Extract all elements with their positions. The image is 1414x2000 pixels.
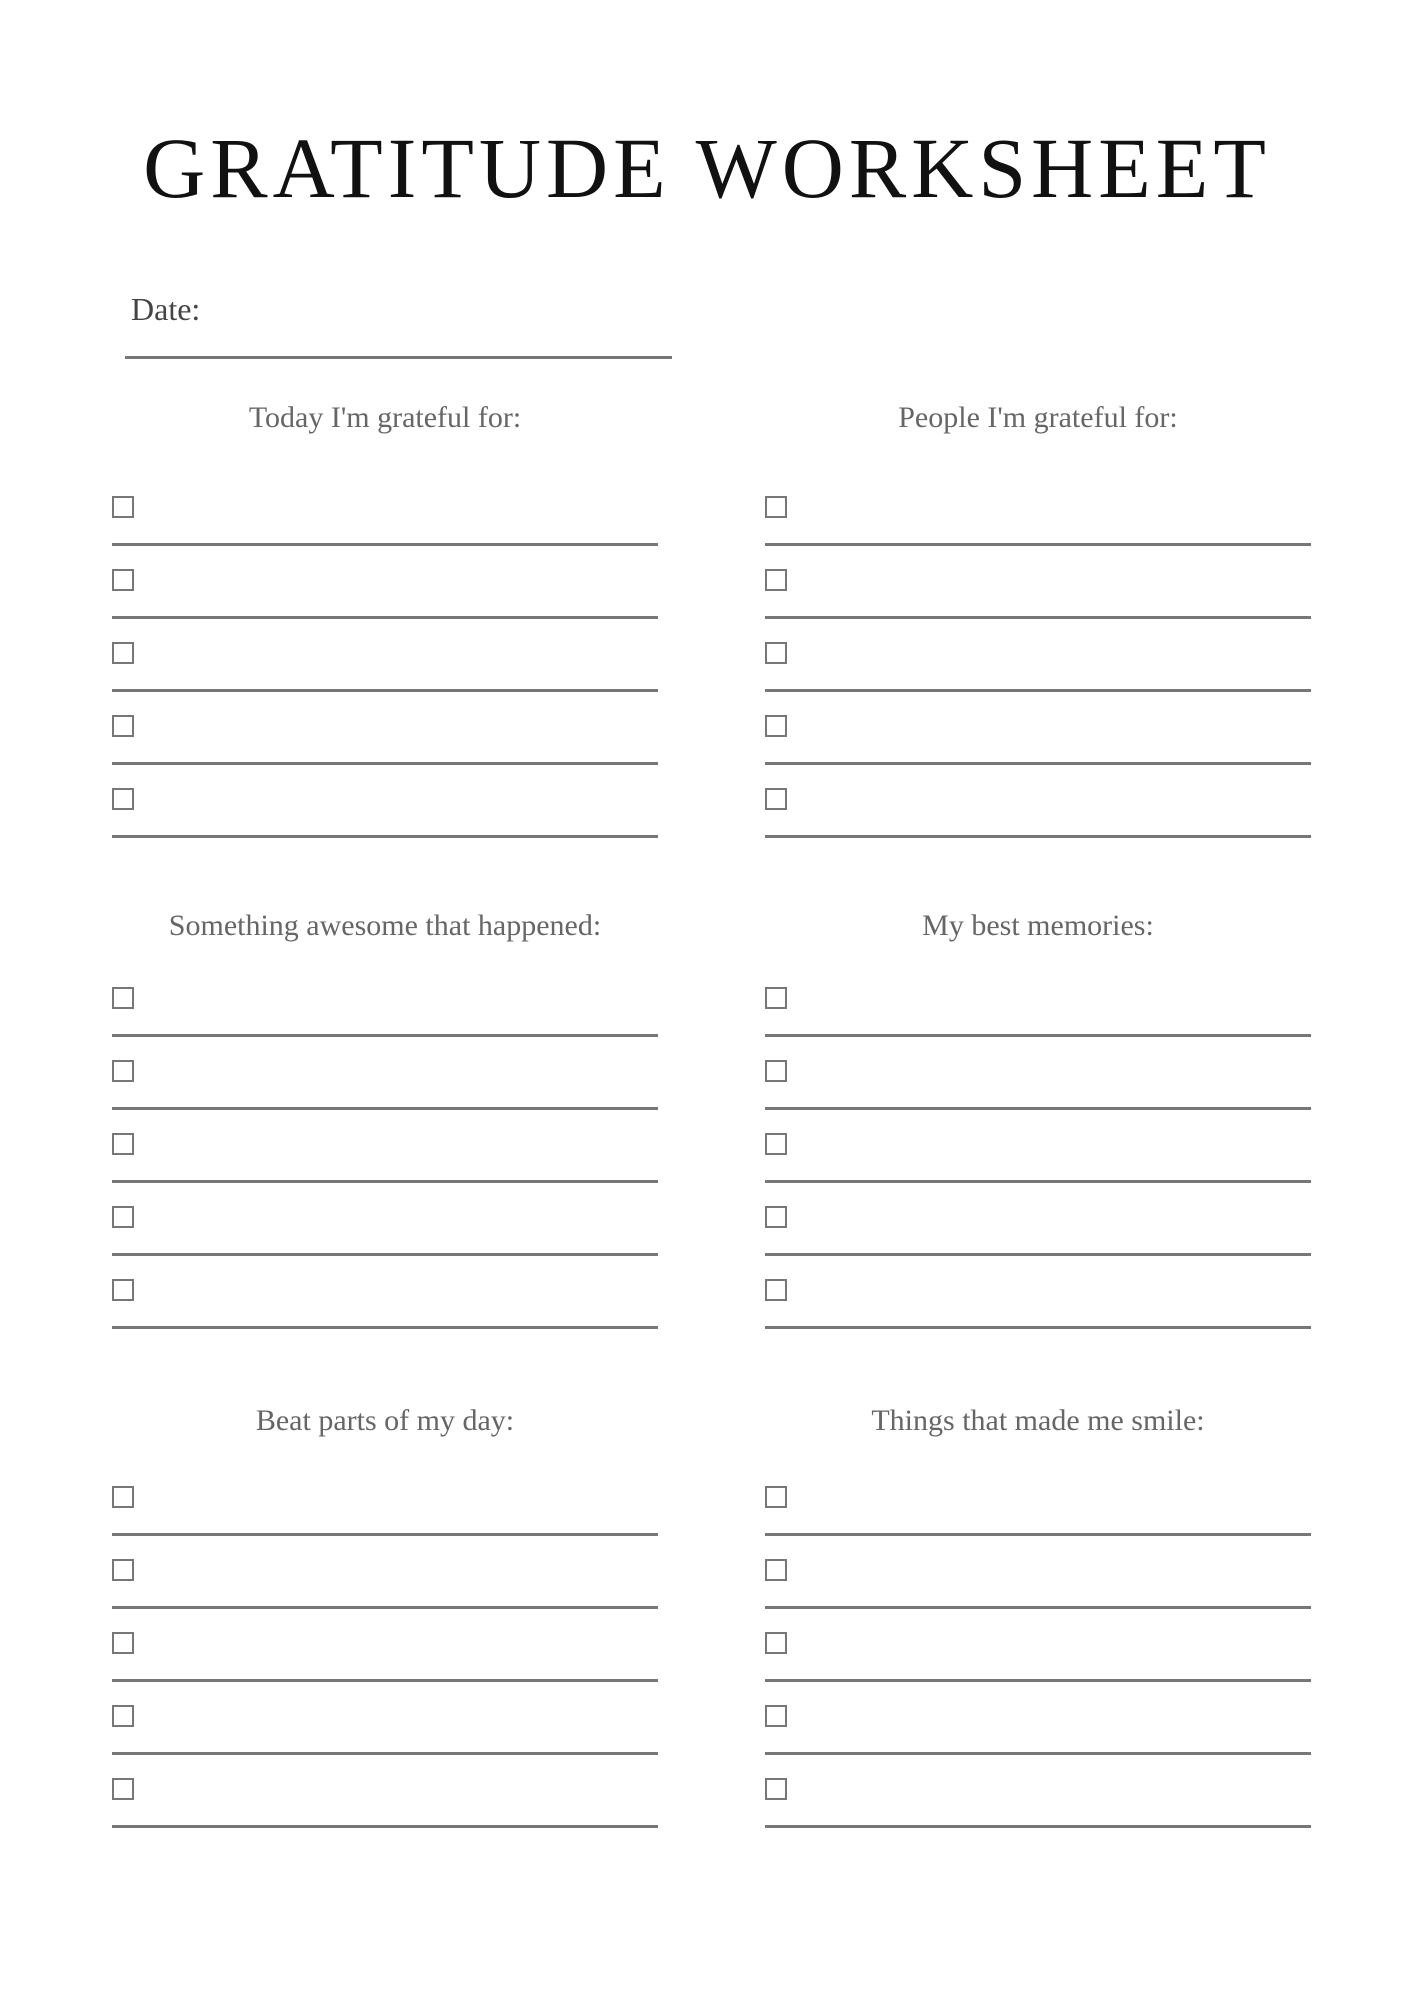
list-item [112, 1463, 658, 1536]
checkbox-icon[interactable] [765, 1133, 787, 1155]
list-item [112, 1755, 658, 1828]
write-in-line[interactable] [765, 1825, 1311, 1828]
checkbox-icon[interactable] [112, 715, 134, 737]
write-in-line[interactable] [765, 1326, 1311, 1329]
checkbox-icon[interactable] [765, 1705, 787, 1727]
section-heading: My best memories: [922, 909, 1154, 942]
checkbox-icon[interactable] [765, 1632, 787, 1654]
write-in-line[interactable] [112, 1326, 658, 1329]
list-item [112, 765, 658, 838]
section-heading: Beat parts of my day: [255, 1404, 515, 1437]
checkbox-icon[interactable] [765, 1778, 787, 1800]
list-item [765, 692, 1311, 765]
section-heading: Things that made me smile: [871, 1404, 1205, 1437]
list-item [112, 1609, 658, 1682]
list-item [112, 473, 658, 546]
list-item [765, 964, 1311, 1037]
checkbox-icon[interactable] [765, 788, 787, 810]
list-item [112, 692, 658, 765]
list-item [765, 1463, 1311, 1536]
list-item [112, 1682, 658, 1755]
list-item [112, 1536, 658, 1609]
list-item [112, 1256, 658, 1329]
checkbox-icon[interactable] [765, 715, 787, 737]
list-item [765, 1183, 1311, 1256]
checkbox-icon[interactable] [112, 1206, 134, 1228]
section-heading: Something awesome that happened: [168, 909, 602, 942]
list-item [765, 1755, 1311, 1828]
checkbox-icon[interactable] [765, 1060, 787, 1082]
list-item [112, 1110, 658, 1183]
checkbox-icon[interactable] [112, 642, 134, 664]
checkbox-icon[interactable] [765, 496, 787, 518]
list-item [765, 1609, 1311, 1682]
checkbox-icon[interactable] [112, 569, 134, 591]
write-in-line[interactable] [112, 1825, 658, 1828]
section-heading: People I'm grateful for: [898, 401, 1178, 434]
page-title: GRATITUDE WORKSHEET [143, 120, 1271, 216]
list-item [765, 1037, 1311, 1110]
checkbox-icon[interactable] [112, 1486, 134, 1508]
list-item [765, 473, 1311, 546]
checkbox-icon[interactable] [112, 1632, 134, 1654]
checkbox-icon[interactable] [112, 1060, 134, 1082]
date-input-line[interactable] [125, 356, 672, 359]
list-item [765, 765, 1311, 838]
list-item [765, 1110, 1311, 1183]
list-item [112, 619, 658, 692]
checkbox-icon[interactable] [112, 788, 134, 810]
checkbox-icon[interactable] [765, 642, 787, 664]
section-heading: Today I'm grateful for: [248, 401, 522, 434]
list-item [765, 1536, 1311, 1609]
write-in-line[interactable] [112, 835, 658, 838]
list-item [765, 1682, 1311, 1755]
date-label: Date: [131, 291, 201, 327]
checkbox-icon[interactable] [112, 1559, 134, 1581]
checkbox-icon[interactable] [765, 987, 787, 1009]
checkbox-icon[interactable] [112, 1279, 134, 1301]
checkbox-icon[interactable] [112, 1705, 134, 1727]
checkbox-icon[interactable] [112, 1133, 134, 1155]
list-item [112, 1037, 658, 1110]
checkbox-icon[interactable] [765, 1559, 787, 1581]
list-item [112, 964, 658, 1037]
checkbox-icon[interactable] [765, 1206, 787, 1228]
list-item [112, 546, 658, 619]
list-item [112, 1183, 658, 1256]
checkbox-icon[interactable] [765, 1486, 787, 1508]
write-in-line[interactable] [765, 835, 1311, 838]
list-item [765, 619, 1311, 692]
list-item [765, 546, 1311, 619]
list-item [765, 1256, 1311, 1329]
checkbox-icon[interactable] [112, 496, 134, 518]
checkbox-icon[interactable] [112, 987, 134, 1009]
checkbox-icon[interactable] [765, 1279, 787, 1301]
checkbox-icon[interactable] [765, 569, 787, 591]
checkbox-icon[interactable] [112, 1778, 134, 1800]
